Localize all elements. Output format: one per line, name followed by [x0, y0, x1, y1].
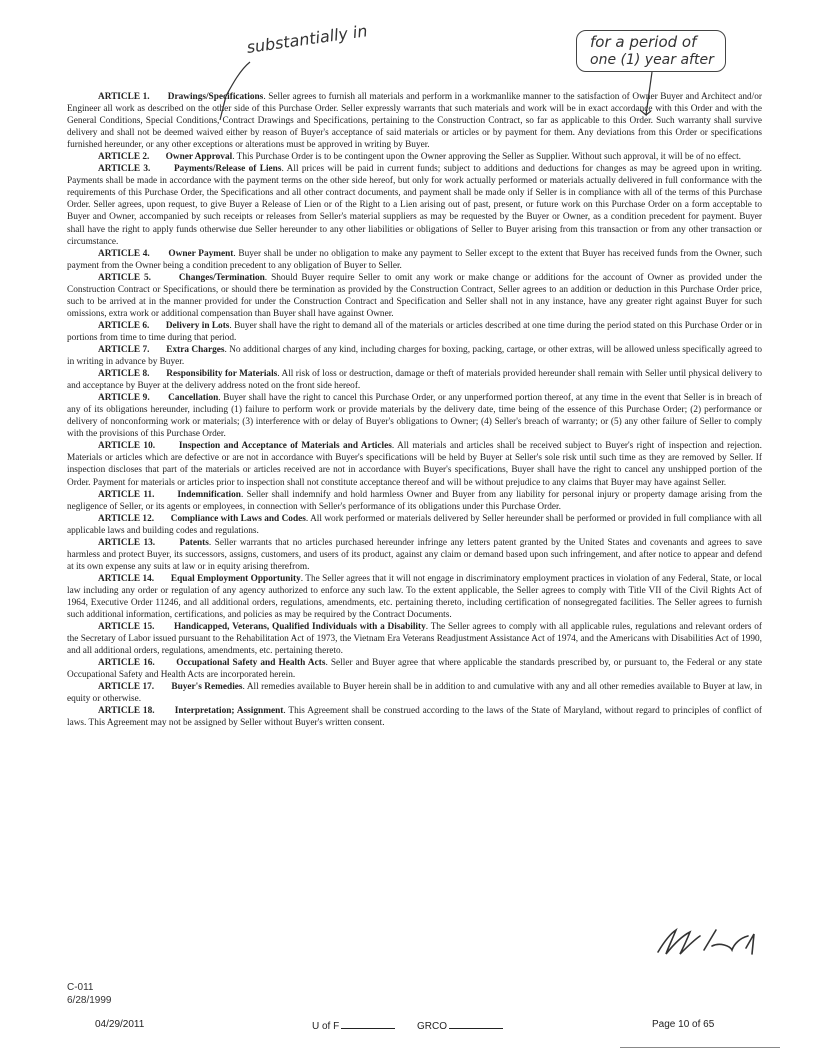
article-title: Occupational Safety and Health Acts — [176, 658, 326, 669]
article-title: Indemnification — [177, 489, 241, 500]
article-number: ARTICLE 13. — [98, 537, 156, 548]
article-number: ARTICLE 8. — [98, 369, 150, 380]
form-code-block — [67, 981, 112, 1007]
article-12: ARTICLE 12. Compliance with Laws and Codes. All work performed or materials delivered by Seller hereunder shall be performed or provided in full compliance with all applicable laws and building codes and regulations. — [67, 513, 762, 536]
article-18: ARTICLE 18. Interpretation; Assignment. This Agreement shall be construed according to the laws of the State of Maryland, without regard to principles of conflict of laws. This Agreement may not be assigned by Seller without Buyer's written consent. — [67, 706, 762, 729]
article-title: Cancellation — [168, 393, 219, 404]
article-text: No additional charges of any kind, including charges for boxing, packing, cartage, or other extras, will be allowed unless specifically agreed to in writing in advance by Buyer. — [67, 344, 762, 368]
article-number: ARTICLE 17. — [98, 682, 155, 693]
article-15: ARTICLE 15. Handicapped, Veterans, Qualified Individuals with a Disability. The Seller agrees to comply with all applicable rules, regulations and relevant orders of the Secretary of Labor issued pursuant to the Rehabilitation Act of 1973, the Vietnam Era Veterans Readjustment Assistance Act of 1974, and the Americans with Disabilities Act of 1990, and all additional orders, regulations, amendments, etc. pertaining thereto. — [67, 622, 763, 657]
article-text: Seller shall indemnify and hold harmless Owner and Buyer from any liability for personal injury or property damage arising from the negligence of Seller, or its agents or employees, in connection with Seller's performance of its obligations under this Purchase Order. — [67, 489, 762, 512]
article-number: ARTICLE 9. — [98, 393, 150, 404]
article-number: ARTICLE 2. — [98, 152, 150, 163]
article-7: ARTICLE 7. Extra Charges. No additional charges of any kind, including charges for boxing, packing, cartage, or other extras, will be allowed unless specifically agreed to in writing in advance by Buyer. — [67, 344, 762, 368]
article-text: This Purchase Order is to be contingent upon the Owner approving the Seller as Supplier. Without such approval, it will be of no effect. — [236, 152, 741, 163]
article-13: ARTICLE 13. Patents. Seller warrants that no articles purchased hereunder infringe any letters patent granted by the United States and covenants and agrees to save harmless and protect Buyer, its successors, assigns, customers, and users of its product, against any claim or demand based upon such infringement, and after notice to appear and defend at its own expense any suits at law or in equity arising therefrom. — [67, 537, 762, 572]
article-title: Equal Employment Opportunity — [170, 573, 301, 584]
article-number: ARTICLE 14. — [98, 573, 155, 584]
article-text: Buyer shall have the right to cancel this Purchase Order, or any unperformed portion thereof, at any time in the event that Seller is in breach of any of its obligations hereunder, including (1) failure to perform work or provide materials by the delivery date, time being of the essence of this Purchase Order; (2) performance or delivery of nonconforming work or materials; (3) interference with or delay of Buyer's obligations to Owner; (4) Seller's breach of warranty; or (5) any other failure of Seller to comply with the provisions of this Purchase Order. — [67, 393, 762, 440]
article-title: Buyer's Remedies — [171, 682, 243, 693]
footer-page-number: Page 10 of 65 — [652, 1019, 715, 1030]
handwritten-annotation-period-line1: for a period of — [590, 33, 697, 51]
article-number: ARTICLE 1. — [98, 92, 150, 102]
article-4: ARTICLE 4. Owner Payment. Buyer shall be under no obligation to make any payment to Seller except to the extent that Buyer has received funds from the Owner, such payment from the Owner being a condition precedent to any obligation of Buyer to Seller. — [67, 248, 762, 271]
article-9: ARTICLE 9. Cancellation. Buyer shall have the right to cancel this Purchase Order, or any unperformed portion thereof, at any time in the event that Seller is in breach of any of its obligations hereunder, including (1) failure to perform work or provide materials by the delivery date, time being of the essence of this Purchase Order; (2) performance or delivery of nonconforming work or materials; (3) interference with or delay of Buyer's obligations to Owner; (4) Seller's breach of warranty; or (5) any other failure of Seller to comply with the provisions of this Purchase Order. — [67, 393, 762, 440]
article-number: ARTICLE 16. — [98, 658, 155, 669]
article-text: Should Buyer require Seller to omit any work or make change or additions for the account of Owner as provided under the Construction Contract or Specifications, or should there be termination as provided by the Construction Contract, Seller agrees to an addition or deduction in this Purchase Order price, such to be arrived at in the manner provided for under the Construction Contract and Specification and Seller shall not in any instance, have any greater right against Buyer for such omissions, extra work or additional compensation than Buyer shall have against Owner. — [67, 272, 762, 319]
article-number: ARTICLE 12. — [98, 513, 155, 524]
article-text: All work performed or materials delivered by Seller hereunder shall be performed or provided in full compliance with all applicable laws and building codes and regulations. — [67, 513, 762, 536]
article-8: ARTICLE 8. Responsibility for Materials. All risk of loss or destruction, damage or theft of materials provided hereunder shall remain with Seller until physical delivery to and acceptance by Buyer at the delivery address noted on the front side hereof. — [67, 369, 762, 392]
article-title: Compliance with Laws and Codes — [170, 513, 306, 524]
article-17: ARTICLE 17. Buyer's Remedies. All remedies available to Buyer herein shall be in addition to and cumulative with any and all other remedies available to Buyer at law, in equity or otherwise. — [67, 682, 762, 705]
article-text: The Seller agrees that it will not engage in discriminatory employment practices in violation of any Federal, State, or local law including any order or regulation of any agency authorized to enforce any such law. To the extent applicable, the Seller agrees to comply with Title VII of the Civil Rights Act of 1964, Executive Order 11246, and all additional orders, regulations, amendments, etc. pertaining thereto, including certification of nonsegregated facilities. The Seller agrees to furnish such additional information, certifications, and policies as may be required by the Contract Documents. — [67, 573, 762, 621]
article-number: ARTICLE 15. — [98, 622, 155, 633]
article-5: ARTICLE 5. Changes/Termination. Should Buyer require Seller to omit any work or make change or additions for the account of Owner as provided under the Construction Contract or Specifications, or should there be termination as provided by the Construction Contract, Seller agrees to an addition or deduction in this Purchase Order price, such to be arrived at in the manner provided for under the Construction Contract and Specification and Seller shall not in any instance, have any greater right against Buyer for such omissions, extra work or additional compensation than Buyer shall have against Owner. — [67, 272, 762, 319]
article-number: ARTICLE 18. — [98, 706, 155, 717]
article-text: All risk of loss or destruction, damage or theft of materials provided hereunder shall remain with Seller until physical delivery to and acceptance by Buyer at the delivery address noted on the front side hereof. — [67, 369, 762, 392]
footer-date: 04/29/2011 — [95, 1019, 145, 1030]
article-number: ARTICLE 4. — [98, 248, 150, 259]
footer-grco — [417, 1019, 503, 1032]
article-title: Payments/Release of Liens — [174, 164, 282, 175]
footer-uof — [312, 1019, 395, 1032]
article-title: Responsibility for Materials — [166, 369, 278, 380]
article-title: Inspection and Acceptance of Materials and Articles — [178, 441, 392, 452]
article-text: Buyer shall be under no obligation to make any payment to Seller except to the extent that Buyer has received funds from the Owner, such payment from the Owner being a condition precedent to any obligation of Buyer to Seller. — [67, 248, 762, 271]
article-text: Seller warrants that no articles purchased hereunder infringe any letters patent granted by the United States and covenants and agrees to save harmless and protect Buyer, its successors, assigns, customers, and users of its product, against any claim or demand based upon such infringement, and after notice to appear and defend at its own expense any suits at law or in equity arising therefrom. — [67, 537, 762, 572]
article-text: All materials and articles shall be received subject to Buyer's right of inspection and rejection. Materials or articles which are defective or are not in accordance with Buyer's specifications will be held by Buyer at Seller's sole risk until such time as they are removed by Seller. If inspection discloses that part of the materials or articles received are not in accordance with Buyer's specifications, Buyer shall have the right to cancel any unshipped portion of the Order. Payment for materials or articles prior to inspection shall not constitute acceptance thereof and will be without prejudice to any claims that Buyer may have against Seller. — [67, 441, 763, 488]
article-title: Owner Approval — [165, 152, 233, 163]
article-title: Owner Payment — [168, 248, 234, 259]
handwritten-annotation-substantially-in: substantially in — [245, 21, 369, 57]
article-3: ARTICLE 3. Payments/Release of Liens. All prices will be paid in current funds; subject to additions and deductions for changes as may be agreed upon in writing. Payments shall be made in accordance with the payment terms on the other side hereof, but only for work actually performed or materials actually delivered in full conformance with the requirements of this Purchase Order, the Specifications and all other contract documents, and payment shall be made only if Seller is in compliance with all of the terms of this Purchase Order. Seller agrees, upon request, to give Buyer a Release of Lien or of the Right to a Lien arising out of past, present, or future work on this Purchase Order on a form acceptable to Buyer and Owner, accompanied by such receipts or releases from Seller's material suppliers as may be requested by the Buyer or Owner, as a condition precedent for payment. Buyer shall have the right to apply funds otherwise due Seller hereunder to any other liabilities or obligations of Seller to Buyer arising from this transaction or from any other transaction or circumstance. — [67, 164, 762, 247]
article-title: Delivery in Lots — [165, 320, 230, 331]
article-title: Drawings/Specifications — [167, 92, 264, 102]
article-text: The Seller agrees to comply with all applicable rules, regulations and relevant orders of the Secretary of Labor issued pursuant to the Rehabilitation Act of 1973, the Vietnam Era Veterans Readjustment Assistance Act of 1974, and the Americans with Disabilities Act of 1990, and all additional orders, regulations, amendments, etc. pertaining thereto. — [67, 622, 763, 657]
terms-and-conditions — [67, 91, 762, 729]
handwritten-initials-signature — [650, 920, 780, 965]
article-title: Patents — [179, 537, 209, 548]
footer-grco-label: GRCO — [417, 1021, 447, 1032]
form-code: C-011 — [67, 982, 94, 993]
article-text: Seller agrees to furnish all materials and perform in a workmanlike manner to the satisfaction of Owner Buyer and Architect and/or Engineer all work as described on the other side of this Purchase Order. Seller expressly warrants that such materials and work will be in exact accordance with this Order and with the General Conditions, Special Conditions, Contract Drawings and Specifications, pertaining to the Construction Contract, so far as applicable to this Order. Such warranty shall survive delivery and shall not be deemed waived either by reason of Buyer's acceptance of said materials or articles or by payment for them. Any deviations from this Order or specifications furnished hereunder, or any other exceptions or alterations must be approved in writing by Buyer. — [67, 92, 762, 151]
article-text: This Agreement shall be construed according to the laws of the State of Maryland, without regard to principles of conflict of laws. This Agreement may not be assigned by Seller without Buyer's written consent. — [67, 706, 762, 729]
handwritten-annotation-period-line2: one (1) year after — [590, 52, 714, 68]
article-11: ARTICLE 11. Indemnification. Seller shall indemnify and hold harmless Owner and Buyer from any liability for personal injury or property damage arising from the negligence of Seller, or its agents or employees, in connection with Seller's performance of its obligations under this Purchase Order. — [67, 489, 762, 512]
bottom-rule — [620, 1047, 780, 1048]
article-title: Handicapped, Veterans, Qualified Individuals with a Disability — [173, 622, 426, 633]
article-1: ARTICLE 1. Drawings/Specifications. Seller agrees to furnish all materials and perform in a workmanlike manner to the satisfaction of Owner Buyer and Architect and/or Engineer all work as described on the other side of this Purchase Order. Seller expressly warrants that such materials and work will be in exact accordance with this Order and with the General Conditions, Special Conditions, Contract Drawings and Specifications, pertaining to the Construction Contract, so far as applicable to this Order. Such warranty shall survive delivery and shall not be deemed waived either by reason of Buyer's acceptance of said materials or articles or by payment for them. Any deviations from this Order or specifications furnished hereunder, or any other exceptions or alterations must be approved in writing by Buyer. — [67, 92, 762, 151]
article-number: ARTICLE 5. — [98, 272, 151, 283]
article-number: ARTICLE 10. — [98, 441, 156, 452]
article-text: Seller and Buyer agree that where applicable the standards prescribed by, or pursuant to, the Federal or any state Occupational Safety and Health Acts are incorporated herein. — [67, 658, 762, 681]
article-16: ARTICLE 16. Occupational Safety and Health Acts. Seller and Buyer agree that where applicable the standards prescribed by, or pursuant to, the Federal or any state Occupational Safety and Health Acts are incorporated herein. — [67, 658, 762, 681]
article-number: ARTICLE 6. — [98, 320, 150, 331]
article-6: ARTICLE 6. Delivery in Lots. Buyer shall have the right to demand all of the materials or articles described at one time during the period stated on this Purchase Order or in portions from time to time during that period. — [67, 320, 762, 343]
article-text: All remedies available to Buyer herein shall be in addition to and cumulative with any and all other remedies available to Buyer at law, in equity or otherwise. — [67, 682, 762, 705]
article-10: ARTICLE 10. Inspection and Acceptance of Materials and Articles. All materials and articles shall be received subject to Buyer's right of inspection and rejection. Materials or articles which are defective or are not in accordance with Buyer's specifications will be held by Buyer at Seller's sole risk until such time as they are removed by Seller. If inspection discloses that part of the materials or articles received are not in accordance with Buyer's specifications, Buyer shall have the right to cancel any unshipped portion of the Order. Payment for materials or articles prior to inspection shall not constitute acceptance thereof and will be without prejudice to any claims that Buyer may have against Seller. — [67, 441, 763, 488]
footer-grco-blank — [449, 1019, 503, 1029]
article-title: Extra Charges — [166, 344, 225, 355]
article-text: Buyer shall have the right to demand all of the materials or articles described at one time during the period stated on this Purchase Order or in portions from time to time during that period. — [67, 320, 762, 343]
article-title: Changes/Termination — [178, 272, 265, 283]
article-2: ARTICLE 2. Owner Approval. This Purchase Order is to be contingent upon the Owner approving the Seller as Supplier. Without such approval, it will be of no effect. — [98, 152, 741, 163]
article-14: ARTICLE 14. Equal Employment Opportunity. The Seller agrees that it will not engage in discriminatory employment practices in violation of any Federal, State, or local law including any order or regulation of any agency authorized to enforce any such law. To the extent applicable, the Seller agrees to comply with Title VII of the Civil Rights Act of 1964, Executive Order 11246, and all additional orders, regulations, amendments, etc. pertaining thereto, including certification of nonsegregated facilities. The Seller agrees to furnish such additional information, certifications, and policies as may be required by the Contract Documents. — [67, 573, 762, 621]
form-revision-date: 6/28/1999 — [67, 995, 112, 1006]
footer-uof-label: U of F — [312, 1021, 340, 1032]
article-number: ARTICLE 11. — [98, 489, 155, 500]
article-title: Interpretation; Assignment — [174, 706, 284, 717]
footer-uof-blank — [341, 1019, 395, 1029]
page-footer — [0, 1019, 816, 1033]
article-text: All prices will be paid in current funds; subject to additions and deductions for changes as may be agreed upon in writing. Payments shall be made in accordance with the payment terms on the other side hereof, but only for work actually performed or materials actually delivered in full conformance with the requirements of this Purchase Order, the Specifications and all other contract documents, and payment shall be made only if Seller is in compliance with all of the terms of this Purchase Order. Seller agrees, upon request, to give Buyer a Release of Lien or of the Right to a Lien arising out of past, present, or future work on this Purchase Order on a form acceptable to Buyer and Owner, accompanied by such receipts or releases from Seller's material suppliers as may be requested by the Buyer or Owner, as a condition precedent for payment. Buyer shall have the right to apply funds otherwise due Seller hereunder to any other liabilities or obligations of Seller to Buyer arising from this transaction or from any other transaction or circumstance. — [67, 164, 762, 247]
article-number: ARTICLE 7. — [98, 344, 150, 355]
article-number: ARTICLE 3. — [98, 164, 151, 175]
